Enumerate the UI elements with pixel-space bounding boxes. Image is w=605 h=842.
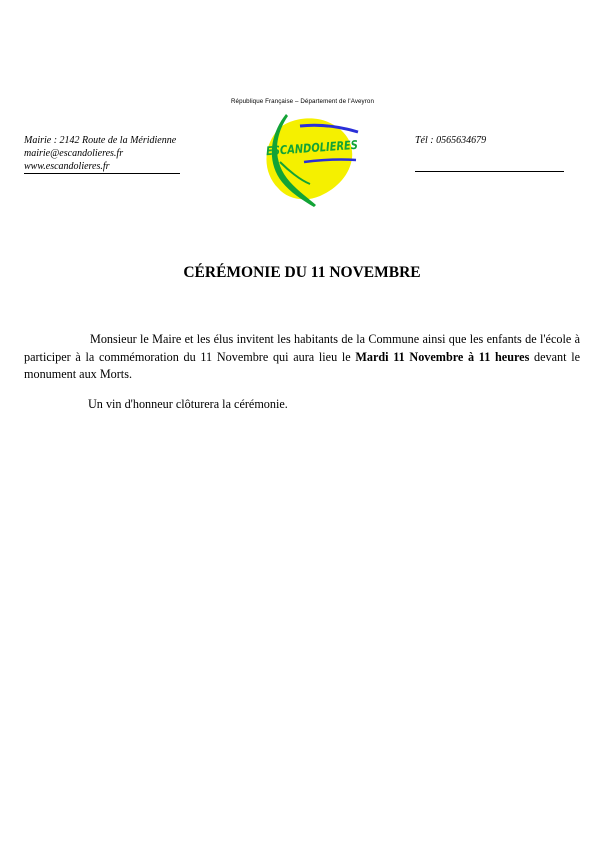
signature-rule xyxy=(415,171,564,172)
republic-header: République Française – Département de l'Aveyron xyxy=(230,98,374,105)
paragraph-text-end: devant le monument aux Morts. xyxy=(24,349,580,381)
paragraph-text-start: Monsieur le Maire et les élus invitent les habitants de la Commune ainsi que les enfants de l'école à participer à la commémoration du 11 Novembre qui aura lieu le xyxy=(24,332,580,364)
email-text: mairie@escandolieres.fr xyxy=(24,148,124,159)
escandolieres-logo xyxy=(258,110,378,208)
phone-text: Tél : 0565634679 xyxy=(415,135,487,146)
invitation-paragraph xyxy=(24,331,580,384)
page-title: CÉRÉMONIE DU 11 NOVEMBRE xyxy=(183,264,421,281)
closing-sentence: Un vin d'honneur clôturera la cérémonie. xyxy=(88,397,288,411)
website-link[interactable]: www.escandolieres.fr xyxy=(24,161,180,174)
logo-text: ESCANDOLIERES xyxy=(265,136,378,159)
contact-block xyxy=(24,134,180,174)
paragraph-date-bold: Mardi 11 Novembre à 11 heures xyxy=(355,349,530,364)
address-text: Mairie : 2142 Route de la Méridienne xyxy=(24,135,177,146)
